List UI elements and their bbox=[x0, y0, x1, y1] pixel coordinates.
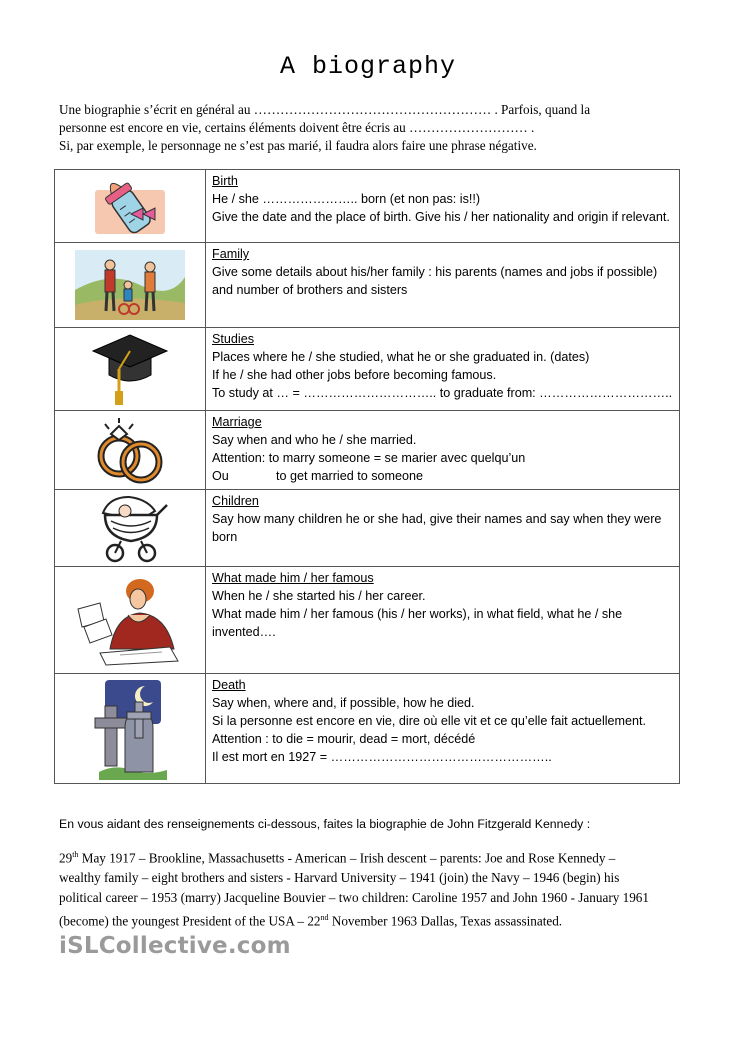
facts-text: May 1917 – Brookline, Massachusetts - American – Irish descent – parents: Joe and Rose Kennedy – bbox=[78, 850, 616, 866]
section-heading: Studies bbox=[212, 332, 255, 346]
table-row bbox=[55, 411, 680, 490]
picture-cell bbox=[55, 490, 206, 567]
table-row bbox=[55, 170, 680, 243]
section-heading: Children bbox=[212, 494, 259, 508]
section-birth bbox=[206, 170, 680, 243]
picture-cell bbox=[55, 674, 206, 784]
graduation-cap-icon bbox=[85, 329, 175, 409]
facts-line: wealthy family – eight brothers and sisters - Harvard University – 1941 (join) the Navy – 1946 (begin) his bbox=[59, 870, 620, 886]
instruction-text: En vous aidant des renseignements ci-dessous, faites la biographie de John Fitzgerald Kennedy : bbox=[59, 817, 591, 831]
table-row bbox=[55, 674, 680, 784]
kennedy-facts bbox=[59, 845, 679, 932]
section-heading: Marriage bbox=[212, 415, 262, 429]
table-row bbox=[55, 243, 680, 328]
gravestone-icon bbox=[85, 676, 175, 780]
section-line: Attention : to die = mourir, dead = mort, décédé bbox=[212, 732, 476, 746]
table-row bbox=[55, 328, 680, 411]
writer-icon bbox=[70, 569, 190, 669]
facts-superscript: th bbox=[72, 850, 79, 859]
wedding-rings-icon bbox=[85, 412, 175, 488]
table-row bbox=[55, 490, 680, 567]
section-studies bbox=[206, 328, 680, 411]
page-title: A biography bbox=[279, 52, 457, 81]
facts-line: political career – 1953 (marry) Jacqueline Bouvier – two children: Caroline 1957 and John 1960 - January 1961 bbox=[59, 890, 649, 906]
intro-line: personne est encore en vie, certains éléments doivent être écris au ……………………… . bbox=[59, 120, 535, 135]
section-line: Places where he / she studied, what he or she graduated in. (dates) bbox=[212, 350, 590, 364]
section-heading: Death bbox=[212, 678, 246, 692]
section-line: When he / she started his / her career. bbox=[212, 589, 426, 603]
picture-cell bbox=[55, 411, 206, 490]
section-heading: Birth bbox=[212, 174, 238, 188]
section-line: Say when, where and, if possible, how he died. bbox=[212, 696, 475, 710]
facts-text: 29 bbox=[59, 850, 73, 866]
section-line: Give the date and the place of birth. Give his / her nationality and origin if relevant. bbox=[212, 210, 670, 224]
section-heading: Family bbox=[212, 247, 250, 261]
section-line: Il est mort en 1927 = …………………………………………….. bbox=[212, 750, 552, 764]
facts-text: November 1963 Dallas, Texas assassinated. bbox=[328, 913, 563, 929]
facts-line bbox=[59, 908, 679, 931]
section-children bbox=[206, 490, 680, 567]
section-line bbox=[212, 467, 674, 485]
section-famous bbox=[206, 567, 680, 674]
section-line: What made him / her famous (his / her works), in what field, what he / she invented…. bbox=[212, 607, 623, 639]
picture-cell bbox=[55, 243, 206, 328]
intro-line: Si, par exemple, le personnage ne s’est pas marié, il faudra alors faire une phrase négative. bbox=[59, 138, 537, 153]
section-marriage bbox=[206, 411, 680, 490]
section-heading: What made him / her famous bbox=[212, 571, 374, 585]
intro-paragraph bbox=[59, 101, 699, 155]
ou-text: to get married to someone bbox=[276, 469, 424, 483]
intro-line: Une biographie s’écrit en général au ……………………………………………… . Parfois, quand la bbox=[59, 102, 591, 117]
section-line: Say when and who he / she married. bbox=[212, 433, 417, 447]
baby-bottle-icon bbox=[85, 172, 175, 242]
picture-cell bbox=[55, 328, 206, 411]
section-line: To study at … = ………………………….. to graduate from: ………………………….. bbox=[212, 386, 673, 400]
section-family bbox=[206, 243, 680, 328]
section-line: He / she ………………….. born (et non pas: is!!) bbox=[212, 192, 481, 206]
section-line: Attention: to marry someone = se marier avec quelqu’un bbox=[212, 451, 526, 465]
section-line: Give some details about his/her family : his parents (names and jobs if possible) and number of brothers and sisters bbox=[212, 265, 658, 297]
section-line: If he / she had other jobs before becoming famous. bbox=[212, 368, 497, 382]
facts-text: (become) the youngest President of the USA – 22 bbox=[59, 913, 321, 929]
table-row bbox=[55, 567, 680, 674]
pram-icon bbox=[85, 491, 175, 565]
family-icon bbox=[70, 245, 190, 325]
facts-line bbox=[59, 845, 679, 868]
section-death bbox=[206, 674, 680, 784]
section-line: Say how many children he or she had, give their names and say when they were born bbox=[212, 512, 662, 544]
picture-cell bbox=[55, 170, 206, 243]
watermark-logo: iSLCollective.com bbox=[59, 933, 291, 959]
ou-label: Ou bbox=[212, 469, 229, 483]
facts-superscript: nd bbox=[320, 913, 329, 923]
section-line: Si la personne est encore en vie, dire où elle vit et ce qu’elle fait actuellement. bbox=[212, 714, 647, 728]
picture-cell bbox=[55, 567, 206, 674]
biography-table bbox=[54, 169, 680, 784]
